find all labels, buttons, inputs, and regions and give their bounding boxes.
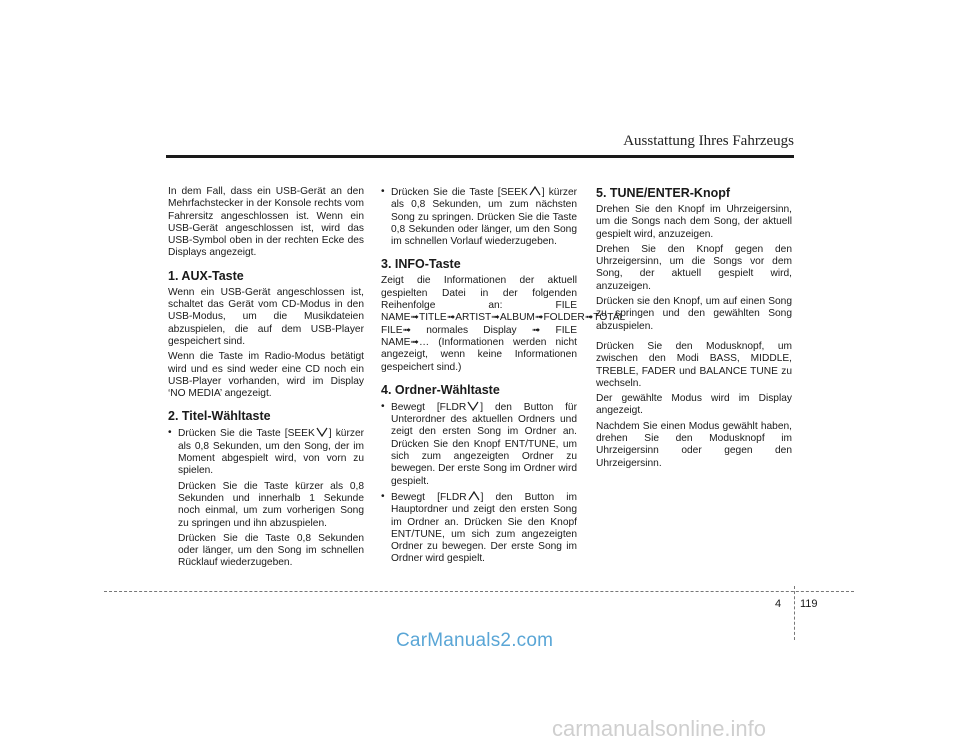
- bullet-dot: •: [381, 490, 385, 502]
- column-1: [168, 186, 364, 573]
- list-item: [381, 186, 577, 248]
- footer-dashed-rule: [104, 591, 854, 592]
- heading-track-select: 2. Titel-Wähltaste: [168, 409, 271, 424]
- bullet-text-post: ] den Button im Hauptordner und zeigt den ersten Song im Ordner an. Drücken Sie den Knopf ENT/TUNE, um sich zum angezeigten Ordner zu bewegen. Der erste Song im Ordner wird gespielt.: [391, 491, 577, 565]
- column-3: [596, 186, 792, 473]
- bullet-dot: •: [381, 186, 385, 197]
- chevron-down-icon: [316, 427, 328, 437]
- bullet-dot: •: [381, 400, 385, 412]
- tune-paragraph-1: Drehen Sie den Knopf im Uhrzeigersinn, um die Songs nach dem Song, der aktuell gespielt wird, anzuzeigen.: [596, 204, 792, 240]
- aux-paragraph-2: Wenn die Taste im Radio-Modus betätigt wird und es sind weder eine CD noch ein USB-Player vorhanden, wird im Display ‘NO MEDIA’ angezeigt.: [168, 351, 364, 400]
- bullet-subparagraph-1: Drücken Sie die Taste kürzer als 0,8 Sekunden und innerhalb 1 Sekunde noch einmal, um zum vorherigen Song zu springen und ihn abzuspielen.: [178, 480, 364, 529]
- heading-info-button: 3. INFO-Taste: [381, 257, 461, 272]
- bullet-text-pre: Drücken Sie die Taste [SEEK: [391, 187, 528, 198]
- bullet-text-post: ] den Button für Unterordner des aktuellen Ordners und zeigt den ersten Song im Ordner an. Drücken Sie den Knopf ENT/TUNE, um sich zum angezeigten Ordner zu bewegen. Der erste Song im Ordner wird gespielt.: [391, 401, 577, 487]
- intro-paragraph: In dem Fall, dass ein USB-Gerät an den Mehrfachstecker in der Konsole rechts vom Fahrersitz angeschlossen ist. Wenn ein USB-Gerät angeschlossen ist, wird das USB-Symbol oben in der rechten Ecke des Displays angezeigt.: [168, 186, 364, 259]
- list-item: [381, 401, 577, 488]
- heading-folder-select: 4. Ordner-Wähltaste: [381, 382, 500, 397]
- chevron-up-icon: [468, 491, 480, 501]
- aux-paragraph-1: Wenn ein USB-Gerät angeschlossen ist, schaltet das Gerät vom CD-Modus in den USB-Modus, um die Musikdateien abzuspielen, die auf dem USB-Player gespeichert sind.: [168, 286, 364, 347]
- tune-paragraph-3: Drücken sie den Knopf, um auf einen Song zu springen und den gewählten Song abzuspielen.: [596, 296, 792, 332]
- watermark-footer: carmanualsonline.info: [552, 716, 767, 741]
- tune-paragraph-5: Der gewählte Modus wird im Display angezeigt.: [596, 393, 792, 417]
- chapter-number: 4: [775, 598, 782, 610]
- tune-paragraph-2: Drehen Sie den Knopf gegen den Uhrzeigersinn, um die Songs vor dem Song, der aktuell gespielt wird, anzuzeigen.: [596, 243, 792, 292]
- bullet-text-pre: Bewegt [FLDR: [391, 401, 467, 413]
- bullet-dot: •: [168, 427, 172, 439]
- list-item: [381, 491, 577, 566]
- header-rule: [166, 155, 794, 158]
- bullet-text-pre: Drücken Sie die Taste [SEEK: [178, 428, 315, 440]
- heading-tune-enter-knob: 5. TUNE/ENTER-Knopf: [596, 186, 731, 200]
- column-2: [381, 186, 626, 569]
- heading-aux-button: 1. AUX-Taste: [168, 268, 244, 283]
- info-paragraph: Zeigt die Informationen der aktuell gespielten Datei in der folgenden Reihenfolge an: FILE NAME➟TITLE➟ARTIST➟ALBUM➟FOLDER➟TOTAL FILE➟ normales Display ➟ FILE NAME➟… (Informationen werden nicht angezeigt, wenn keine Informationen gespeichert sind.): [381, 275, 626, 373]
- chevron-down-icon: [467, 401, 479, 411]
- footer-vertical-rule: [794, 586, 795, 640]
- bullet-subparagraph-2: Drücken Sie die Taste 0,8 Sekunden oder länger, um den Song im schnellen Rücklauf wiederzugeben.: [178, 532, 364, 569]
- bullet-text-pre: Bewegt [FLDR: [391, 491, 467, 503]
- watermark-logo: CarManuals2.com: [396, 630, 554, 651]
- tune-paragraph-6: Nachdem Sie einen Modus gewählt haben, drehen Sie den Modusknopf im Uhrzeigersinn oder gegen den Uhrzeigersinn.: [596, 420, 792, 469]
- tune-paragraph-4: Drücken Sie den Modusknopf, um zwischen den Modi BASS, MIDDLE, TREBLE, FADER und BALANCE TUNE zu wechseln.: [596, 340, 792, 389]
- bullet-text-post: ] kürzer als 0,8 Sekunden, um zum nächsten Song zu springen. Drücken Sie die Taste 0,8 Sekunden oder länger, um den Song im schnellen Vorlauf wiederzugeben.: [391, 187, 578, 248]
- page-number: 119: [800, 598, 818, 610]
- page-header-title: Ausstattung Ihres Fahrzeugs: [623, 133, 794, 149]
- list-item: [168, 427, 364, 569]
- bullet-text-post: ] kürzer als 0,8 Sekunden, um den Song, der im Moment abgespielt wird, von vorn zu spielen.: [178, 428, 365, 477]
- chevron-up-icon: [529, 186, 541, 196]
